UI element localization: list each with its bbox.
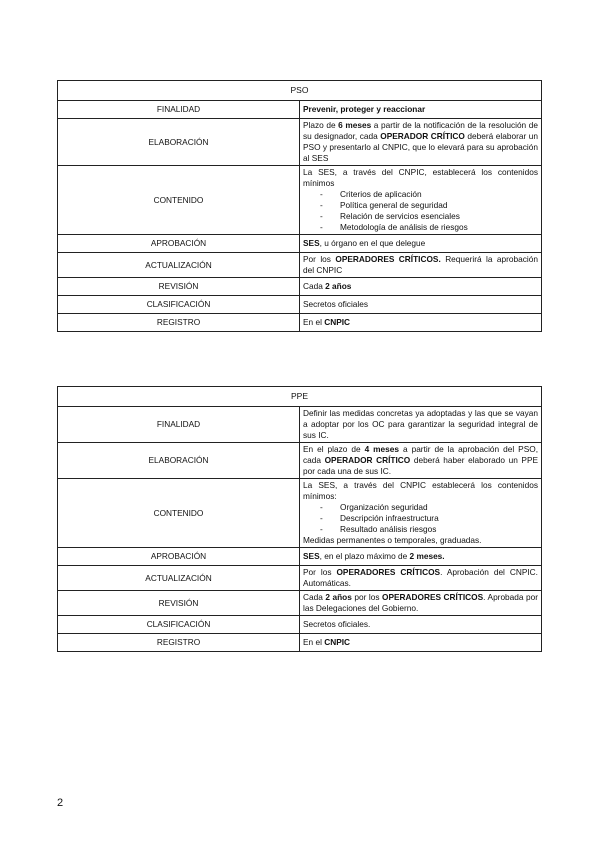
bold-text: OPERADORES CRÍTICOS. (335, 254, 441, 264)
row-label: FINALIDAD (58, 101, 300, 119)
list-item: - Relación de servicios esenciales (320, 211, 460, 221)
text: Por los (303, 567, 337, 577)
table-row (58, 616, 542, 634)
text: , en el plazo máximo de (319, 551, 410, 561)
list-item-text: Política general de seguridad (340, 200, 448, 210)
page-number: 2 (57, 797, 64, 809)
text: deberá haber elaborado un PPE por cada una de sus IC. (303, 455, 539, 476)
table-row (58, 166, 542, 235)
content-intro: La SES, a través del CNPIC, establecerá los contenidos mínimos (303, 167, 538, 188)
row-value (300, 566, 542, 591)
list-item: - Organización seguridad (320, 502, 428, 512)
text: Por los (303, 254, 336, 264)
bold-text: CNPIC (324, 317, 351, 327)
bold-text: 6 meses (338, 120, 372, 130)
row-label: ELABORACIÓN (58, 119, 300, 166)
bold-text: OPERADOR CRÍTICO (380, 131, 465, 141)
text: Cada (303, 281, 326, 291)
bold-text: CNPIC (324, 637, 351, 647)
bold-text: 4 meses (364, 444, 400, 454)
table-row (58, 253, 542, 278)
row-value (300, 166, 542, 235)
text: a partir de la notificación de la resolución de su designador, cada (303, 120, 538, 141)
row-label: APROBACIÓN (58, 235, 300, 253)
table-row (58, 566, 542, 591)
row-value: Definir las medidas concretas ya adoptadas y las que se vayan a adoptar por los OC para garantizar la seguridad integral de sus IC. (300, 407, 542, 443)
row-label: ACTUALIZACIÓN (58, 253, 300, 278)
row-value (300, 634, 542, 652)
text: . Aprobada por las Delegaciones del Gobierno. (303, 592, 539, 613)
table-row (58, 278, 542, 296)
list-item-text: Organización seguridad (340, 502, 428, 512)
list-item-text: Relación de servicios esenciales (340, 211, 460, 221)
text: En el plazo de (303, 444, 365, 454)
pso-title: PSO (58, 81, 542, 101)
text: Cada (303, 592, 326, 602)
row-label: ELABORACIÓN (58, 443, 300, 479)
content-intro: La SES, a través del CNPIC establecerá los contenidos mínimos: (303, 480, 538, 501)
row-value (300, 235, 542, 253)
text: En el (303, 637, 325, 647)
ppe-table (57, 386, 542, 652)
bold-text: SES (303, 551, 320, 561)
table-row (58, 479, 542, 548)
row-label: REVISIÓN (58, 278, 300, 296)
list-item: - Criterios de aplicación (320, 189, 422, 199)
row-label: APROBACIÓN (58, 548, 300, 566)
list-item-text: Metodología de análisis de riesgos (340, 222, 468, 232)
row-label: CONTENIDO (58, 479, 300, 548)
text: por los (351, 592, 382, 602)
row-label: ACTUALIZACIÓN (58, 566, 300, 591)
row-label: CLASIFICACIÓN (58, 296, 300, 314)
bold-text: SES (303, 238, 320, 248)
bold-text: 2 meses. (409, 551, 445, 561)
row-label: CONTENIDO (58, 166, 300, 235)
text: Plazo de (303, 120, 339, 130)
row-value: Secretos oficiales. (300, 616, 542, 634)
bold-text: OPERADOR CRÍTICO (324, 455, 411, 465)
row-label: REVISIÓN (58, 591, 300, 616)
list-item-text: Descripción infraestructura (340, 513, 439, 523)
table-row (58, 634, 542, 652)
bold-text: 2 años (325, 281, 352, 291)
list-item-text: Criterios de aplicación (340, 189, 422, 199)
bold-text: OPERADORES CRÍTICOS (382, 592, 484, 602)
table-row (58, 314, 542, 332)
row-value (300, 591, 542, 616)
table-row (58, 101, 542, 119)
row-value: Prevenir, proteger y reaccionar (300, 101, 542, 119)
text: . Aprobación del CNPIC. Automáticas. (303, 567, 538, 588)
text: , u órgano en el que delegue (319, 238, 426, 248)
table-row (58, 443, 542, 479)
table-row (58, 548, 542, 566)
table-row (58, 296, 542, 314)
content-outro: Medidas permanentes o temporales, graduadas. (303, 535, 482, 545)
row-label: REGISTRO (58, 634, 300, 652)
row-value: Secretos oficiales (300, 296, 542, 314)
row-value (300, 119, 542, 166)
table-row (58, 119, 542, 166)
text: a partir de la aprobación del PSO, cada (303, 444, 539, 465)
table-title-row (58, 387, 542, 407)
ppe-title: PPE (58, 387, 542, 407)
row-value (300, 253, 542, 278)
text: Requerirá la aprobación del CNPIC (303, 254, 538, 275)
row-value (300, 443, 542, 479)
list-item: - Metodología de análisis de riesgos (320, 222, 468, 232)
list-item: - Política general de seguridad (320, 200, 448, 210)
row-value (300, 314, 542, 332)
bold-text: 2 años (325, 592, 352, 602)
table-row (58, 235, 542, 253)
table-row (58, 407, 542, 443)
row-label: CLASIFICACIÓN (58, 616, 300, 634)
list-item: - Descripción infraestructura (320, 513, 439, 523)
row-label: FINALIDAD (58, 407, 300, 443)
pso-table (57, 80, 542, 332)
row-label: REGISTRO (58, 314, 300, 332)
bold-text: OPERADORES CRÍTICOS (336, 567, 441, 577)
list-item-text: Resultado análisis riesgos (340, 524, 437, 534)
table-row (58, 591, 542, 616)
row-value (300, 278, 542, 296)
list-item: - Resultado análisis riesgos (320, 524, 437, 534)
text: En el (303, 317, 325, 327)
row-value (300, 479, 542, 548)
row-value (300, 548, 542, 566)
table-title-row (58, 81, 542, 101)
text: deberá elaborar un PSO y presentarlo al CNPIC, que lo elevará para su aprobación al SES (303, 131, 538, 163)
